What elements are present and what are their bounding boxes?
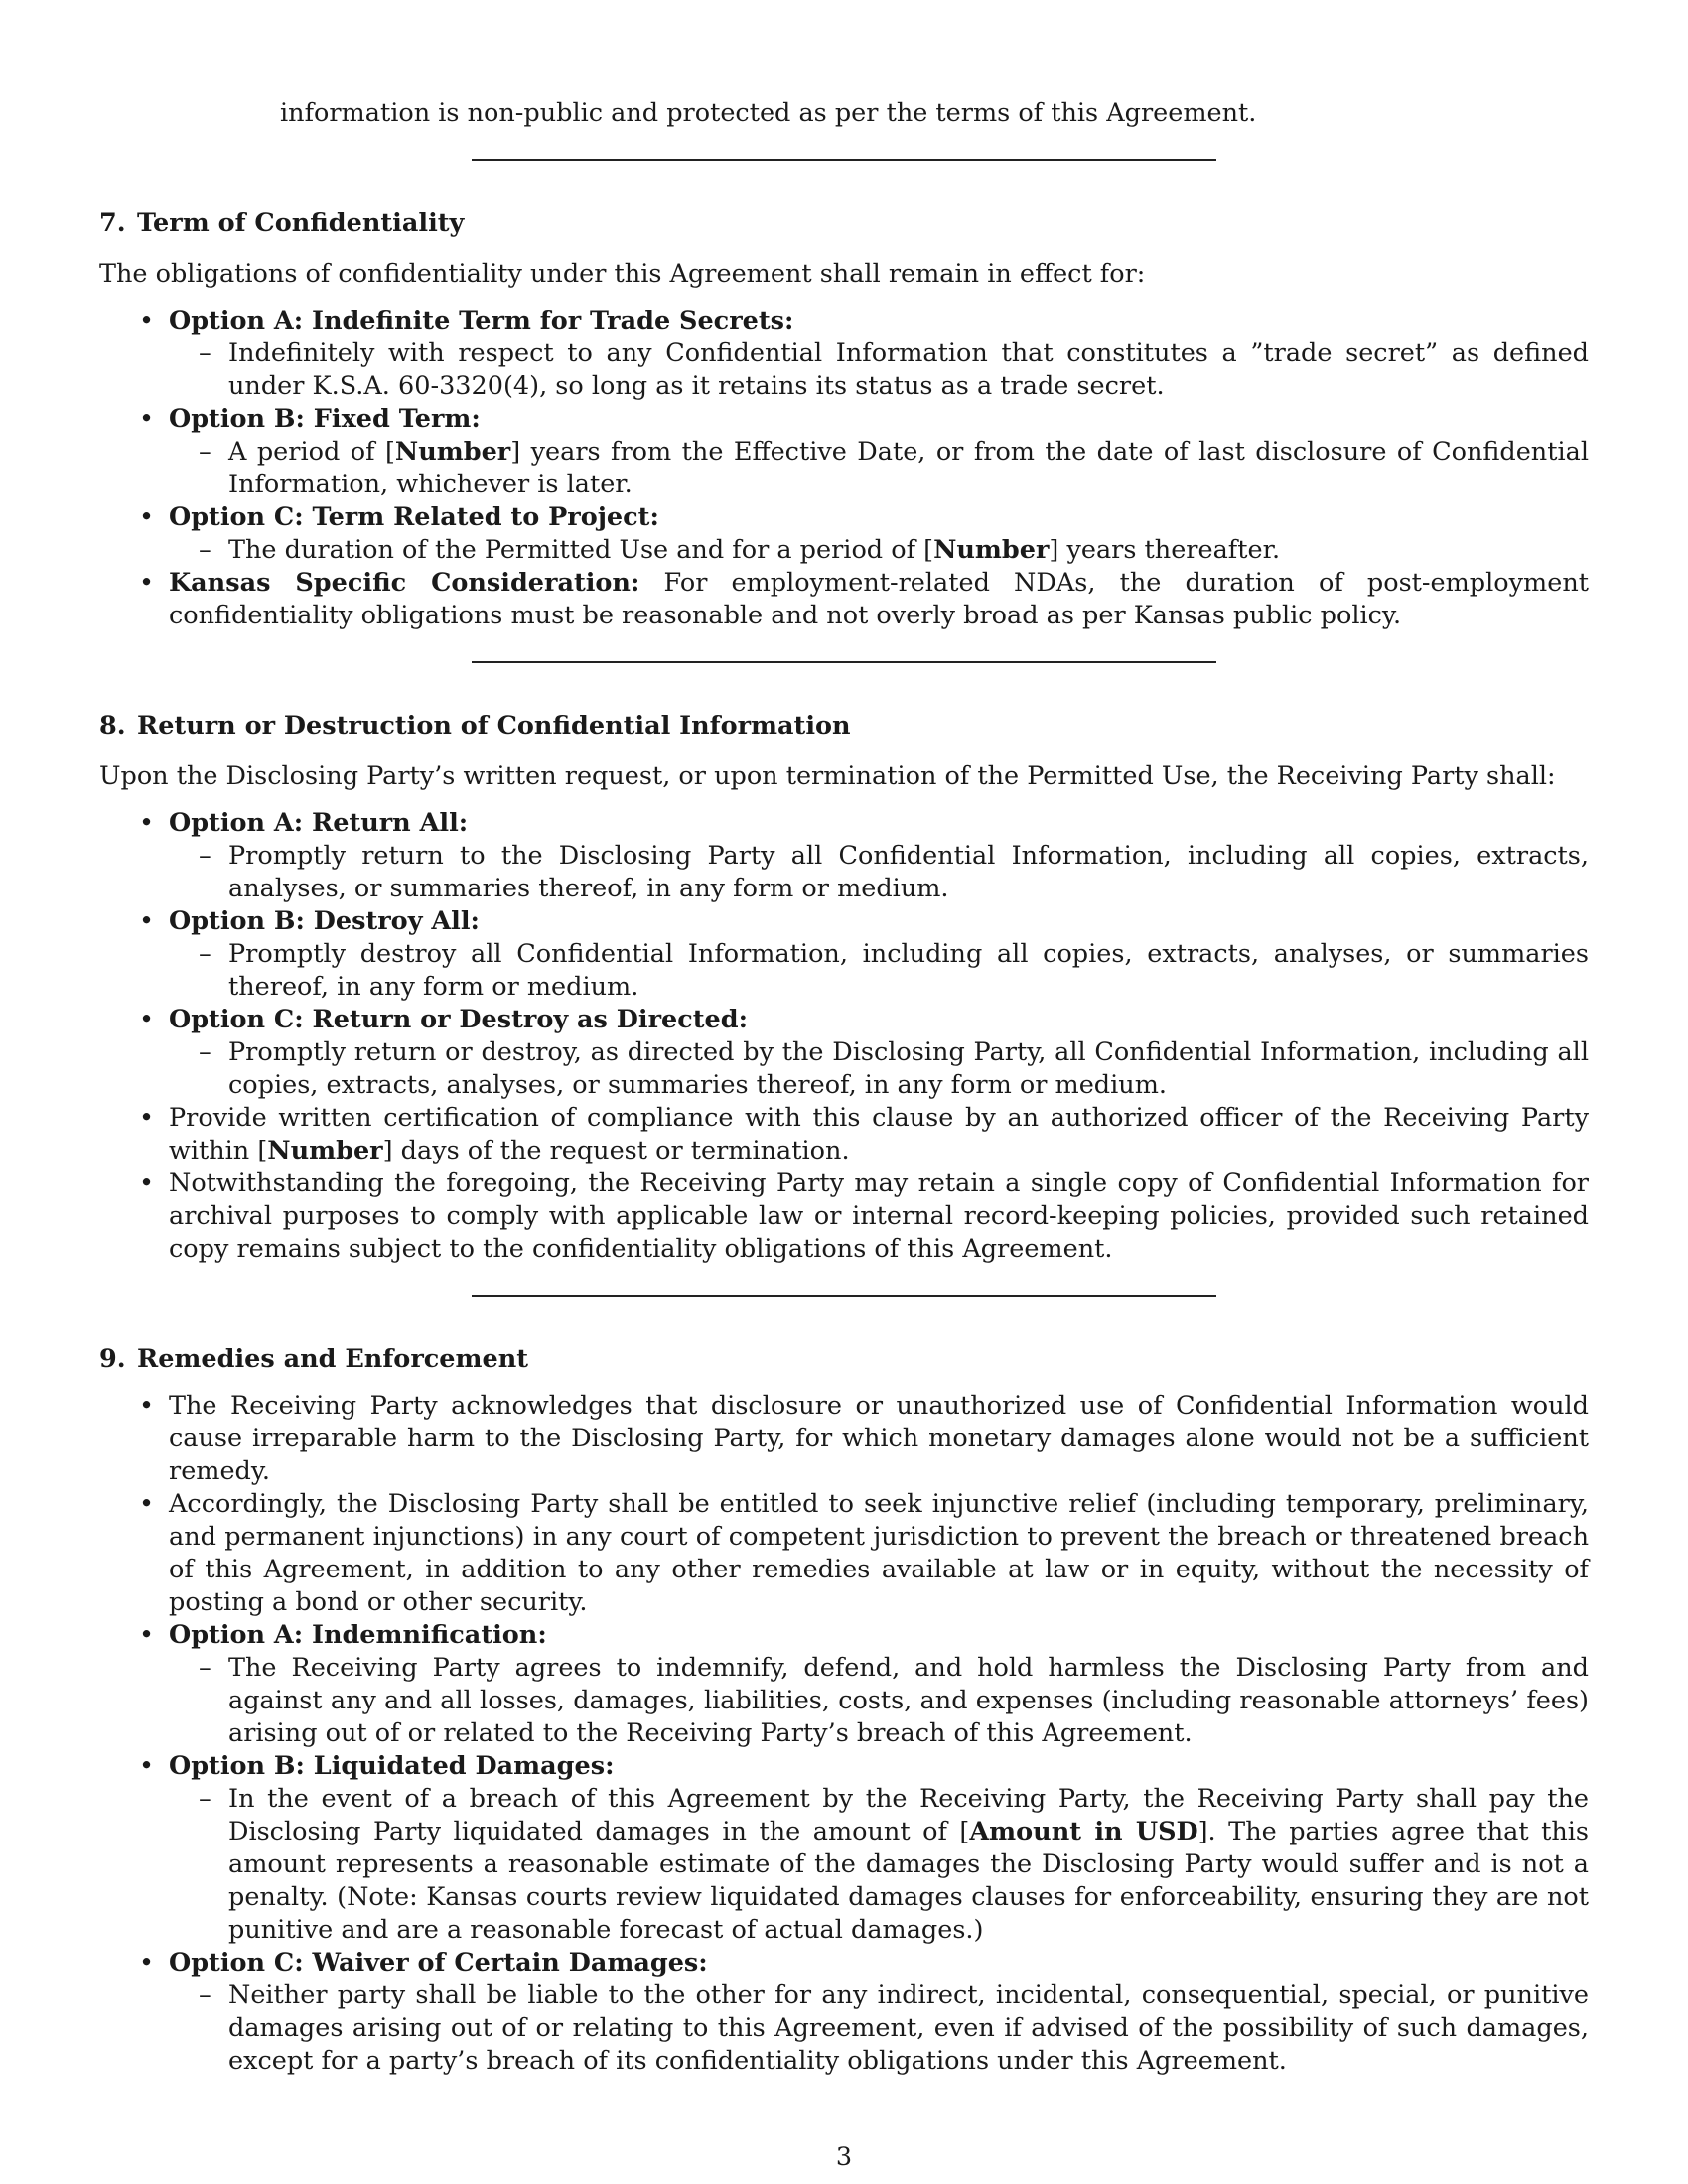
section-number: 8. [99,711,126,741]
harm-text: The Receiving Party acknowledges that disclosure or unauthorized use of Confidential Information would cause irreparable harm to the Disclosing Party, for which monetary damages alone would not be a sufficient remedy. [169,1391,1589,1486]
sub-list-item [169,1652,1589,1750]
sub-list [169,1979,1589,2078]
section-divider [472,1295,1216,1297]
list-item [99,567,1589,632]
sub-list-item [169,534,1589,567]
certification-text-post: ] days of the request or termination. [382,1136,850,1165]
bullet-icon: • [139,1168,155,1198]
list-item [99,403,1589,501]
bullet-icon: • [139,1948,155,1978]
option-text: Indefinitely with respect to any Confidential Information that constitutes a ”trade secret” as defined under K.S.A. 60-3320(4), so long as it retains its status as a trade secret. [228,339,1589,401]
section-8-lead: Upon the Disclosing Party’s written request, or upon termination of the Permitted Use, the Receiving Party shall: [99,761,1556,791]
section-7-options [99,305,1589,632]
placeholder-field: Amount in USD [969,1817,1198,1846]
section-divider [472,159,1216,161]
sub-list-item [169,1036,1589,1102]
sub-list [169,938,1589,1004]
list-item [99,305,1589,403]
page-number: 3 [835,2142,853,2172]
list-item [99,1004,1589,1102]
list-item [99,905,1589,1004]
certification-text-pre: Provide written certification of compliance with this clause by an authorized officer of the Receiving Party within [ [169,1103,1589,1165]
option-text-post: ] years from the Effective Date, or from the date of last disclosure of Confidential Information, whichever is later. [228,437,1589,499]
option-text-post: ] years thereafter. [1049,535,1281,565]
bullet-icon: • [139,1103,155,1133]
list-item [99,501,1589,567]
sub-list [169,840,1589,905]
bullet-icon: • [139,1391,155,1421]
option-title: Option A: Return All: [169,808,469,838]
list-item [99,807,1589,905]
list-item [99,1619,1589,1750]
dash-icon: – [199,437,211,467]
option-title: Option A: Indefinite Term for Trade Secrets: [169,306,794,336]
document-page [99,97,1589,2078]
placeholder-field: Number [933,535,1050,565]
sub-list [169,1652,1589,1750]
option-text: The Receiving Party agrees to indemnify, defend, and hold harmless the Disclosing Party from and against any and all losses, damages, liabilities, costs, and expenses (including reasonable attorneys’ fees) arising out of or related to the Receiving Party’s breach of this Agreement. [228,1653,1589,1748]
placeholder-field: Number [394,437,511,467]
sub-list [169,436,1589,501]
option-text: Promptly destroy all Confidential Information, including all copies, extracts, analyses, or summaries thereof, in any form or medium. [228,939,1589,1002]
section-8-heading [99,710,1589,743]
bullet-icon: • [139,404,155,434]
sub-list [169,338,1589,403]
dash-icon: – [199,939,211,969]
option-text-pre: The duration of the Permitted Use and for a period of [ [228,535,934,565]
dash-icon: – [199,1784,211,1814]
section-9-options [99,1390,1589,2078]
section-number: 7. [99,208,126,238]
section-divider [472,661,1216,663]
bullet-icon: • [139,502,155,532]
dash-icon: – [199,1037,211,1067]
dash-icon: – [199,1980,211,2010]
list-item [99,1488,1589,1619]
bullet-icon: • [139,1620,155,1650]
option-title: Option B: Liquidated Damages: [169,1751,615,1781]
sub-list-item [169,338,1589,403]
sub-list-item [169,840,1589,905]
section-8-options [99,807,1589,1266]
list-item [99,1750,1589,1947]
option-title: Option C: Return or Destroy as Directed: [169,1005,749,1034]
option-title: Option A: Indemnification: [169,1620,547,1650]
placeholder-field: Number [267,1136,383,1165]
previous-section-tail: information is non-public and protected as per the terms of this Agreement. [280,98,1257,128]
bullet-icon: • [139,808,155,838]
bullet-icon: • [139,906,155,936]
sub-list-item [169,938,1589,1004]
section-9-heading [99,1343,1589,1376]
bullet-icon: • [139,306,155,336]
retention-text: Notwithstanding the foregoing, the Receiving Party may retain a single copy of Confidential Information for archival purposes to comply with applicable law or internal record-keeping policies, provided such retained copy remains subject to the confidentiality obligations of this Agreement. [169,1168,1589,1264]
bullet-icon: • [139,568,155,598]
sub-list-item [169,1783,1589,1947]
section-7-lead: The obligations of confidentiality under this Agreement shall remain in effect for: [99,259,1146,289]
option-text: Promptly return or destroy, as directed by the Disclosing Party, all Confidential Information, including all copies, extracts, analyses, or summaries thereof, in any form or medium. [228,1037,1589,1100]
sub-list [169,534,1589,567]
section-title: Remedies and Enforcement [137,1344,529,1374]
dash-icon: – [199,841,211,871]
injunctive-text: Accordingly, the Disclosing Party shall be entitled to seek injunctive relief (including temporary, preliminary, and permanent injunctions) in any court of competent jurisdiction to prevent the breach or threatened breach of this Agreement, in addition to any other remedies available at law or in equity, without the necessity of posting a bond or other security. [169,1489,1589,1617]
bullet-icon: • [139,1751,155,1781]
sub-list [169,1783,1589,1947]
option-title: Option B: Destroy All: [169,906,480,936]
sub-list [169,1036,1589,1102]
list-item [99,1102,1589,1167]
option-text-pre: In the event of a breach of this Agreement by the Receiving Party, the Receiving Party shall pay the Disclosing Party liquidated damages in the amount of [ [228,1784,1589,1846]
option-title: Option C: Term Related to Project: [169,502,659,532]
consideration-title: Kansas Specific Consideration: [169,568,640,598]
dash-icon: – [199,535,211,565]
consideration-text: For employment-related NDAs, the duration of post-employment confidentiality obligations must be reasonable and not overly broad as per Kansas public policy. [169,568,1589,630]
list-item [99,1947,1589,2078]
bullet-icon: • [139,1005,155,1034]
section-title: Term of Confidentiality [137,208,465,238]
option-title: Option C: Waiver of Certain Damages: [169,1948,708,1978]
sub-list-item [169,1979,1589,2078]
section-title: Return or Destruction of Confidential Information [137,711,851,741]
dash-icon: – [199,1653,211,1683]
option-text: Promptly return to the Disclosing Party all Confidential Information, including all copies, extracts, analyses, or summaries thereof, in any form or medium. [228,841,1589,903]
option-title: Option B: Fixed Term: [169,404,481,434]
sub-list-item [169,436,1589,501]
list-item [99,1390,1589,1488]
section-number: 9. [99,1344,126,1374]
dash-icon: – [199,339,211,368]
bullet-icon: • [139,1489,155,1519]
option-text-pre: A period of [ [228,437,395,467]
option-text-post: ]. The parties agree that this amount represents a reasonable estimate of the damages the Disclosing Party would suffer and is not a penalty. (Note: Kansas courts review liquidated damages clauses for enforceability, ensuring they are not punitive and are a reasonable forecast of actual damages.) [228,1817,1589,1945]
option-text: Neither party shall be liable to the other for any indirect, incidental, consequential, special, or punitive damages arising out of or relating to this Agreement, even if advised of the possibility of such damages, except for a party’s breach of its confidentiality obligations under this Agreement. [228,1980,1589,2076]
list-item [99,1167,1589,1266]
section-7-heading [99,207,1589,240]
